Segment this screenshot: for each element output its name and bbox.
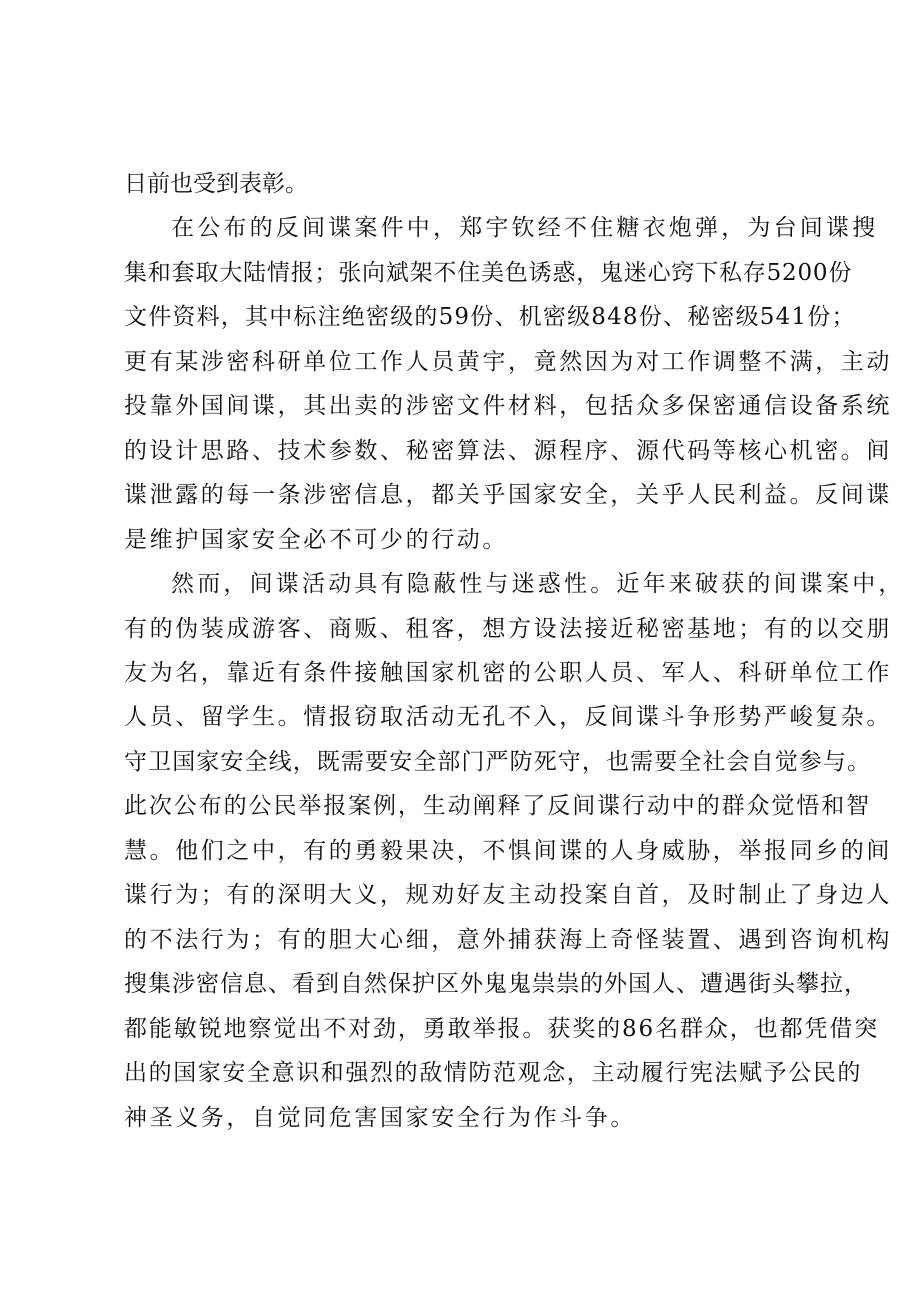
text-line-content: 集和套取大陆情报；张向斌架不住美色诱惑，鬼迷心窍下私存5200份 [124, 260, 853, 286]
text-line-content: 是维护国家安全必不可少的行动。 [124, 527, 508, 553]
text-line [0, 475, 920, 515]
text-line [0, 964, 920, 1004]
text-line [0, 1009, 920, 1049]
text-line [0, 1053, 920, 1093]
text-line-content: 日前也受到表彰。 [124, 171, 308, 197]
text-line-content: 慧。他们之中，有的勇毅果决，不惧间谍的人身威胁，举报同乡的间 [124, 838, 892, 864]
text-line-content: 更有某涉密科研单位工作人员黄宇，竟然因为对工作调整不满，主动 [124, 349, 892, 375]
text-line [0, 742, 920, 782]
text-line-content: 文件资料，其中标注绝密级的59份、机密级848份、秘密级541份； [124, 304, 856, 330]
text-line-content: 友为名，靠近有条件接触国家机密的公职人员、军人、科研单位工作 [124, 660, 892, 686]
text-line-content: 此次公布的公民举报案例，生动阐释了反间谍行动中的群众觉悟和智 [124, 793, 871, 819]
text-line [0, 564, 920, 604]
text-line-content: 的设计思路、技术参数、秘密算法、源程序、源代码等核心机密。间 [124, 438, 892, 464]
text-line [0, 342, 920, 382]
text-line-content: 都能敏锐地察觉出不对劲，勇敢举报。获奖的86名群众，也都凭借突 [124, 1016, 880, 1042]
text-line-content: 谍泄露的每一条涉密信息，都关乎国家安全，关乎人民利益。反间谍 [124, 482, 892, 508]
text-line [0, 164, 920, 204]
text-line [0, 609, 920, 649]
text-line-content: 守卫国家安全线，既需要安全部门严防死守，也需要全社会自觉参与。 [124, 749, 872, 775]
text-line-content: 搜集涉密信息、看到自然保护区外鬼鬼祟祟的外国人、遭遇街头攀拉， [124, 971, 868, 997]
text-line [0, 297, 920, 337]
text-line-content: 投靠外国间谍，其出卖的涉密文件材料，包括众多保密通信设备系统 [124, 393, 892, 419]
text-line-content: 出的国家安全意识和强烈的敌情防范观念，主动履行宪法赋予公民的 [124, 1060, 862, 1086]
text-line [0, 653, 920, 693]
text-line [0, 1098, 920, 1138]
text-line [0, 208, 920, 248]
text-line-content: 谍行为；有的深明大义，规劝好友主动投案自首，及时制止了身边人 [124, 882, 892, 908]
text-line [0, 920, 920, 960]
text-line-content: 在公布的反间谍案件中，郑宇钦经不住糖衣炮弹，为台间谍搜 [171, 215, 879, 241]
text-line-content: 神圣义务，自觉同危害国家安全行为作斗争。 [124, 1105, 636, 1131]
text-line [0, 431, 920, 471]
text-line [0, 831, 920, 871]
text-line-content: 人员、留学生。情报窃取活动无孔不入，反间谍斗争形势严峻复杂。 [124, 704, 892, 730]
text-line [0, 386, 920, 426]
text-line-content: 有的伪装成游客、商贩、租客，想方设法接近秘密基地；有的以交朋 [124, 616, 892, 642]
text-line [0, 875, 920, 915]
text-line [0, 520, 920, 560]
text-line-content: 的不法行为；有的胆大心细，意外捕获海上奇怪装置、遇到咨询机构 [124, 927, 892, 953]
text-line-content: 然而，间谍活动具有隐蔽性与迷惑性。近年来破获的间谍案中， [171, 571, 905, 597]
text-line [0, 253, 920, 293]
text-line [0, 786, 920, 826]
text-line [0, 697, 920, 737]
